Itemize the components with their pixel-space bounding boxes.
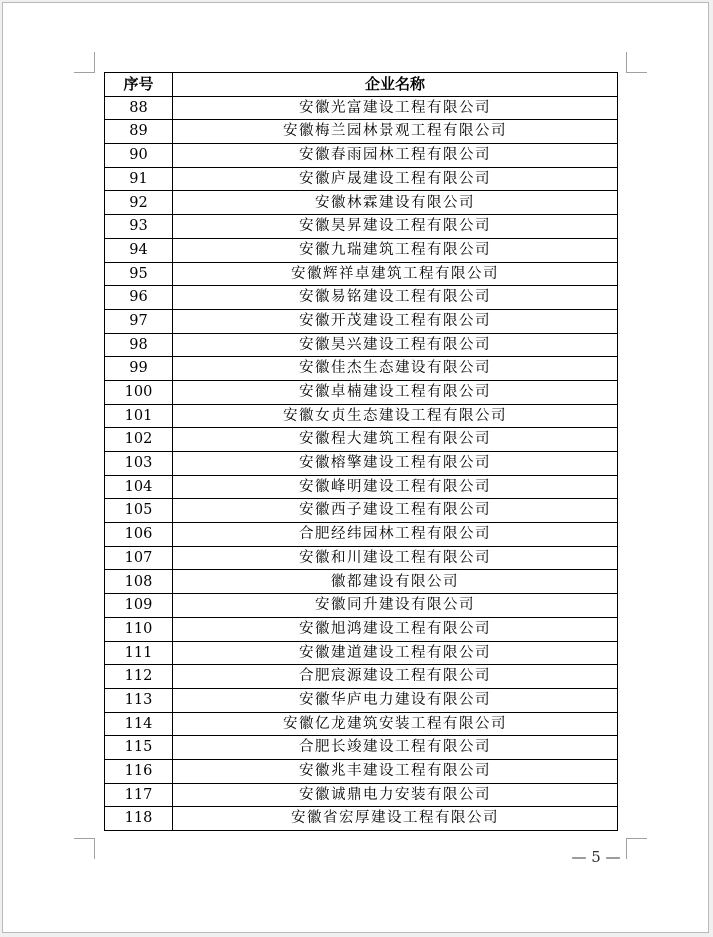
- table-row: [105, 380, 618, 404]
- crop-mark-top-right: [626, 52, 647, 73]
- row-serial-number: 96: [105, 286, 173, 310]
- table-row: [105, 641, 618, 665]
- page-number: — 5 —: [571, 848, 621, 866]
- table-row: [105, 404, 618, 428]
- crop-mark-bottom-right: [626, 838, 647, 859]
- table-row: [105, 144, 618, 168]
- row-serial-number: 117: [105, 783, 173, 807]
- row-serial-number: 115: [105, 736, 173, 760]
- row-company-name: 安徽开茂建设工程有限公司: [173, 309, 618, 333]
- table-row: [105, 286, 618, 310]
- row-serial-number: 116: [105, 759, 173, 783]
- table-row: [105, 357, 618, 381]
- row-serial-number: 92: [105, 191, 173, 215]
- row-company-name: 安徽同升建设有限公司: [173, 594, 618, 618]
- table-row: [105, 96, 618, 120]
- table-row: [105, 499, 618, 523]
- table-row: [105, 665, 618, 689]
- table-row: [105, 523, 618, 547]
- row-serial-number: 99: [105, 357, 173, 381]
- row-company-name: 安徽易铭建设工程有限公司: [173, 286, 618, 310]
- table-row: [105, 570, 618, 594]
- table-row: [105, 736, 618, 760]
- row-serial-number: 93: [105, 215, 173, 239]
- row-serial-number: 90: [105, 144, 173, 168]
- row-company-name: 安徽庐晟建设工程有限公司: [173, 167, 618, 191]
- table-row: [105, 215, 618, 239]
- row-serial-number: 105: [105, 499, 173, 523]
- table-row: [105, 546, 618, 570]
- row-serial-number: 113: [105, 688, 173, 712]
- row-company-name: 安徽昊兴建设工程有限公司: [173, 333, 618, 357]
- header-company-name: 企业名称: [173, 73, 618, 97]
- row-company-name: 安徽九瑞建筑工程有限公司: [173, 238, 618, 262]
- row-company-name: 合肥宸源建设工程有限公司: [173, 665, 618, 689]
- row-company-name: 安徽西子建设工程有限公司: [173, 499, 618, 523]
- row-serial-number: 94: [105, 238, 173, 262]
- row-company-name: 安徽建道建设工程有限公司: [173, 641, 618, 665]
- row-serial-number: 89: [105, 120, 173, 144]
- row-company-name: 安徽峰明建设工程有限公司: [173, 475, 618, 499]
- row-serial-number: 106: [105, 523, 173, 547]
- table-header-row: [105, 73, 618, 97]
- row-company-name: 合肥经纬园林工程有限公司: [173, 523, 618, 547]
- row-serial-number: 110: [105, 617, 173, 641]
- row-serial-number: 107: [105, 546, 173, 570]
- row-company-name: 安徽亿龙建筑安装工程有限公司: [173, 712, 618, 736]
- row-company-name: 安徽卓楠建设工程有限公司: [173, 380, 618, 404]
- row-serial-number: 91: [105, 167, 173, 191]
- table-row: [105, 475, 618, 499]
- table-row: [105, 120, 618, 144]
- row-serial-number: 88: [105, 96, 173, 120]
- table-row: [105, 428, 618, 452]
- header-serial-number: 序号: [105, 73, 173, 97]
- row-serial-number: 95: [105, 262, 173, 286]
- table-row: [105, 688, 618, 712]
- row-company-name: 安徽华庐电力建设有限公司: [173, 688, 618, 712]
- row-company-name: 安徽省宏厚建设工程有限公司: [173, 807, 618, 831]
- table-row: [105, 594, 618, 618]
- crop-mark-top-left: [74, 52, 95, 73]
- table-row: [105, 167, 618, 191]
- row-company-name: 安徽佳杰生态建设有限公司: [173, 357, 618, 381]
- row-company-name: 安徽光富建设工程有限公司: [173, 96, 618, 120]
- row-company-name: 安徽女贞生态建设工程有限公司: [173, 404, 618, 428]
- crop-mark-bottom-left: [74, 838, 95, 859]
- row-company-name: 安徽旭鸿建设工程有限公司: [173, 617, 618, 641]
- row-company-name: 徽都建设有限公司: [173, 570, 618, 594]
- row-company-name: 安徽程大建筑工程有限公司: [173, 428, 618, 452]
- row-serial-number: 102: [105, 428, 173, 452]
- table-row: [105, 262, 618, 286]
- row-serial-number: 98: [105, 333, 173, 357]
- table-row: [105, 617, 618, 641]
- table-row: [105, 238, 618, 262]
- row-company-name: 安徽昊昇建设工程有限公司: [173, 215, 618, 239]
- table-row: [105, 759, 618, 783]
- row-serial-number: 108: [105, 570, 173, 594]
- row-serial-number: 109: [105, 594, 173, 618]
- row-serial-number: 104: [105, 475, 173, 499]
- row-serial-number: 101: [105, 404, 173, 428]
- row-serial-number: 100: [105, 380, 173, 404]
- row-serial-number: 114: [105, 712, 173, 736]
- table-row: [105, 333, 618, 357]
- row-company-name: 安徽兆丰建设工程有限公司: [173, 759, 618, 783]
- table-row: [105, 452, 618, 476]
- table-row: [105, 191, 618, 215]
- table-row: [105, 309, 618, 333]
- row-company-name: 安徽和川建设工程有限公司: [173, 546, 618, 570]
- table-row: [105, 783, 618, 807]
- row-company-name: 合肥长竣建设工程有限公司: [173, 736, 618, 760]
- row-company-name: 安徽榕擎建设工程有限公司: [173, 452, 618, 476]
- row-company-name: 安徽林霖建设有限公司: [173, 191, 618, 215]
- table-row: [105, 712, 618, 736]
- row-company-name: 安徽梅兰园林景观工程有限公司: [173, 120, 618, 144]
- row-serial-number: 118: [105, 807, 173, 831]
- row-serial-number: 97: [105, 309, 173, 333]
- table-row: [105, 807, 618, 831]
- row-serial-number: 111: [105, 641, 173, 665]
- row-company-name: 安徽辉祥卓建筑工程有限公司: [173, 262, 618, 286]
- row-serial-number: 112: [105, 665, 173, 689]
- company-list-table: [104, 72, 618, 831]
- row-company-name: 安徽诚鼎电力安装有限公司: [173, 783, 618, 807]
- row-company-name: 安徽春雨园林工程有限公司: [173, 144, 618, 168]
- row-serial-number: 103: [105, 452, 173, 476]
